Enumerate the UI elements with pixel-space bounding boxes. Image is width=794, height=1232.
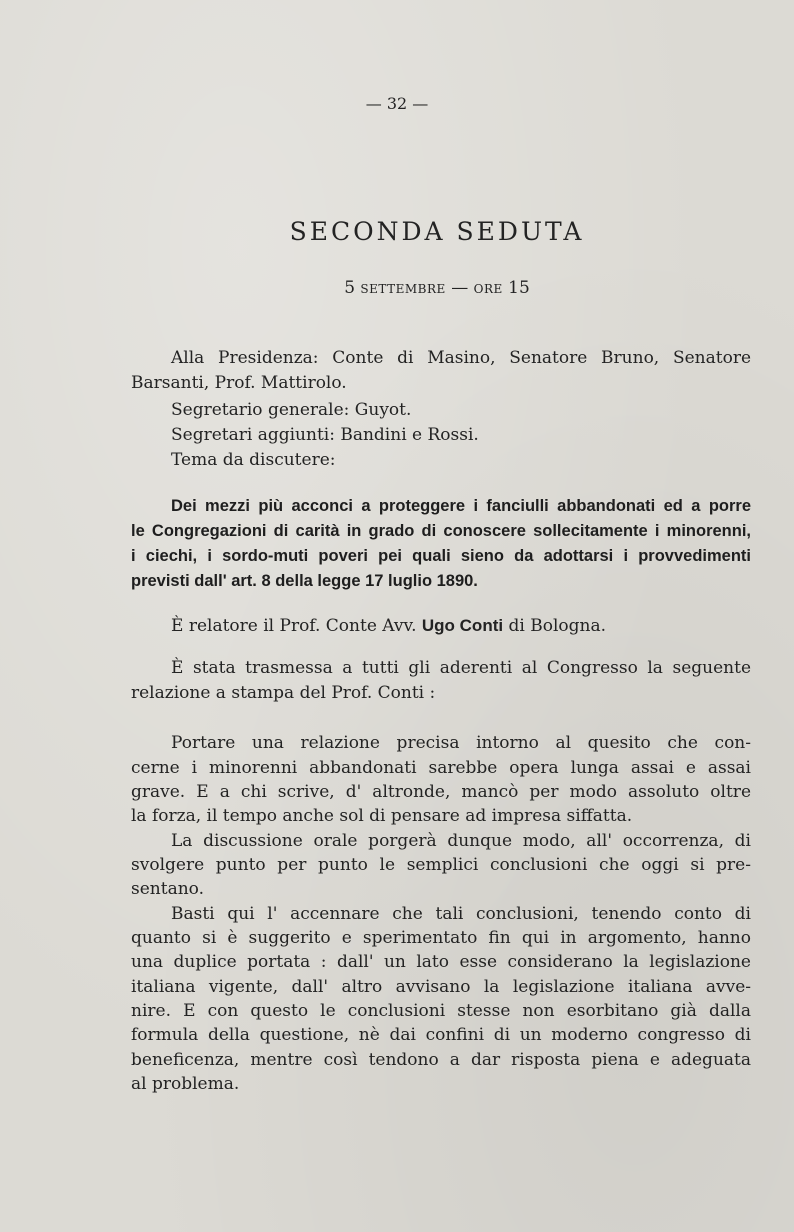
- relatore-before: È relatore il Prof. Conte Avv.: [171, 616, 417, 636]
- body-line: la forza, il tempo anche sol di pensare ad impresa siffatta.: [131, 806, 633, 826]
- body-line: Portare una relazione precisa intorno al quesito che con-: [171, 733, 751, 753]
- section-title: SECONDA SEDUTA: [289, 217, 585, 246]
- topic-line: i ciechi, i sordo-muti poveri pei quali sieno da adottarsi i provvedimenti: [131, 547, 751, 565]
- body-line: una duplice portata : dall' un lato esse considerano la legislazione: [131, 952, 751, 972]
- date-dash: —: [451, 278, 469, 298]
- segretario-generale: Segretario generale: Guyot.: [171, 400, 412, 420]
- body-line: beneficenza, mentre così tendono a dar risposta piena e adeguata: [131, 1050, 751, 1070]
- body-line: formula della questione, nè dai confini di un moderno congresso di: [131, 1025, 751, 1045]
- topic-line: Dei mezzi più acconci a proteggere i fanciulli abbandonati ed a porre: [171, 497, 751, 515]
- body-line: sentano.: [131, 879, 204, 899]
- trasmessa-line: È stata trasmessa a tutti gli aderenti al Congresso la seguente: [171, 658, 751, 678]
- page-number: — 32 —: [365, 94, 429, 113]
- body-line: quanto si è suggerito e sperimentato fin qui in argomento, hanno: [131, 928, 751, 948]
- presidenza-line-1: Alla Presidenza: Conte di Masino, Senatore Bruno, Senatore: [171, 348, 751, 368]
- body-line: svolgere punto per punto le semplici conclusioni che oggi si pre-: [131, 855, 751, 875]
- date-day: 5: [344, 278, 356, 298]
- body-line: grave. E a chi scrive, d' altronde, mancò per modo assoluto oltre: [131, 782, 751, 802]
- body-line: italiana vigente, dall' altro avvisano la legislazione italiana avve-: [131, 977, 751, 997]
- date-ore: ORE: [473, 282, 503, 296]
- date-hour: 15: [508, 278, 530, 298]
- date-month: SETTEMBRE: [360, 282, 446, 296]
- tema-label: Tema da discutere:: [171, 450, 336, 470]
- session-date: [0, 276, 794, 301]
- trasmessa-line: relazione a stampa del Prof. Conti :: [131, 683, 436, 703]
- body-line: nire. E con questo le conclusioni stesse non esorbitano già dalla: [131, 1001, 751, 1021]
- body-line: al problema.: [131, 1074, 240, 1094]
- body-line: cerne i minorenni abbandonati sarebbe opera lunga assai e assai: [131, 758, 751, 778]
- body-line: Basti qui l' accennare che tali conclusioni, tenendo conto di: [171, 904, 751, 924]
- presidenza-line-2: Barsanti, Prof. Mattirolo.: [131, 373, 347, 393]
- topic-line: le Congregazioni di carità in grado di conoscere sollecitamente i minorenni,: [131, 522, 751, 540]
- relatore-name: Ugo Conti: [421, 616, 504, 635]
- body-line: La discussione orale porgerà dunque modo, all' occorrenza, di: [171, 831, 751, 851]
- topic-line: previsti dall' art. 8 della legge 17 luglio 1890.: [131, 572, 478, 590]
- segretari-aggiunti: Segretari aggiunti: Bandini e Rossi.: [171, 425, 479, 445]
- relatore-line: [171, 614, 791, 638]
- relatore-after: di Bologna.: [508, 616, 606, 636]
